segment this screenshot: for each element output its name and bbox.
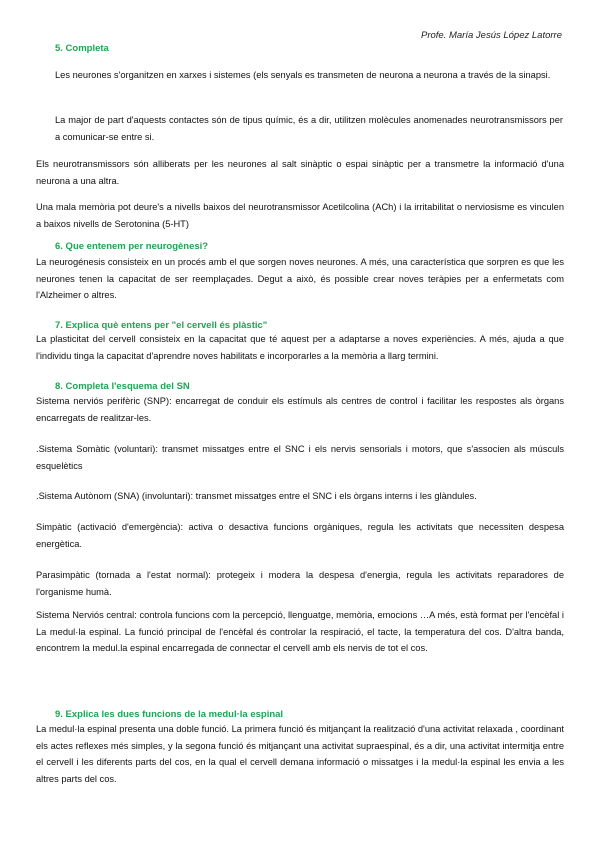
- q5-paragraph-4: Una mala memòria pot deure's a nivells baixos del neurotransmissor Acetilcolina (ACh) i la irritabilitat o nerviosisme es vinculen a baixos nivells de Serotonina (5-HT): [36, 202, 564, 229]
- q8-paragraph-6: Sistema Nerviós central: controla funcions com la percepció, llenguatge, memòria, emocions …A més, està format per l'encèfal i La medul·la espinal. La funció principal de l'encèfal és controlar la respiració, el tacte, la temperatura del cos. D'altra banda, encontrem la medul.la espinal encarregada de connectar el cervell amb els nervis de tot el cos.: [36, 610, 564, 653]
- q8-paragraph-3: .Sistema Autònom (SNA) (involuntari): transmet missatges entre el SNC i els òrgans interns i les glàndules.: [36, 491, 477, 501]
- q8-paragraph-1: Sistema nerviós perifèric (SNP): encarregat de conduir els estímuls als centres de control i facilitar les respostes als òrgans encarregats de realitzar-les.: [36, 396, 564, 423]
- q6-paragraph-1: La neurogénesis consisteix en un procés amb el que sorgen noves neurones. A més, una característica que sorpren es que les neurones tenen la capacitat de ser reemplaçades. Degut a això, és possible crear noves teràpies per a enfermetats com l'Alzheimer o altres.: [36, 257, 564, 300]
- q9-paragraph-1: La medul·la espinal presenta una doble funció. La primera funció és mitjançant la realització d'una activitat relaxada , coordinant els actes reflexes més simples, y la segona funció és mitjançant una activitat supraespinal, és a dir, una activitat intermitja entre el cervell i les diferents parts del cos, en la qual el cervell demana informació o missatges i la medul·la espinal les envia a les altres parts del cos.: [36, 724, 564, 784]
- q8-paragraph-2: .Sistema Somàtic (voluntari): transmet missatges entre el SNC i els nervis sensorials i motors, que s'associen als músculs esquelètics: [36, 444, 564, 471]
- q5-paragraph-2: La major de part d'aquests contactes són de tipus químic, és a dir, utilitzen molècules anomenades neurotransmissors per a comunicar-se entre si.: [55, 115, 563, 142]
- q6-title: 6. Que entenem per neurogènesi?: [55, 241, 209, 252]
- q7-title: 7. Explica què entens per "el cervell és plàstic": [55, 320, 268, 331]
- q7-paragraph-1: La plasticitat del cervell consisteix en la capacitat que té aquest per a adaptarse a noves experiències. A més, ajuda a que l'individu tinga la capacitat d'aprendre noves habilitats e incorporarles a la memòria a llarg termini.: [36, 334, 564, 361]
- q8-paragraph-4: Simpàtic (activació d'emergència): activa o desactiva funcions orgàniques, regula les activitats que necessiten despesa energètica.: [36, 522, 564, 549]
- author-header: Profe. María Jesús López Latorre: [421, 30, 562, 41]
- q5-title: 5. Completa: [55, 43, 109, 54]
- q5-paragraph-1: Les neurones s'organitzen en xarxes i sistemes (els senyals es transmeten de neurona a neurona a través de la sinapsi.: [55, 70, 551, 80]
- q8-title: 8. Completa l'esquema del SN: [55, 381, 190, 392]
- q9-title: 9. Explica les dues funcions de la medul·la espinal: [55, 709, 284, 720]
- q8-paragraph-5: Parasimpàtic (tornada a l'estat normal): protegeix i modera la despesa d'energia, regula les activitats reparadores de l'organisme humà.: [36, 570, 564, 597]
- q5-paragraph-3: Els neurotransmissors són alliberats per les neurones al salt sinàptic o espai sinàptic per a transmetre la informació d'una neurona a una altra.: [36, 159, 564, 186]
